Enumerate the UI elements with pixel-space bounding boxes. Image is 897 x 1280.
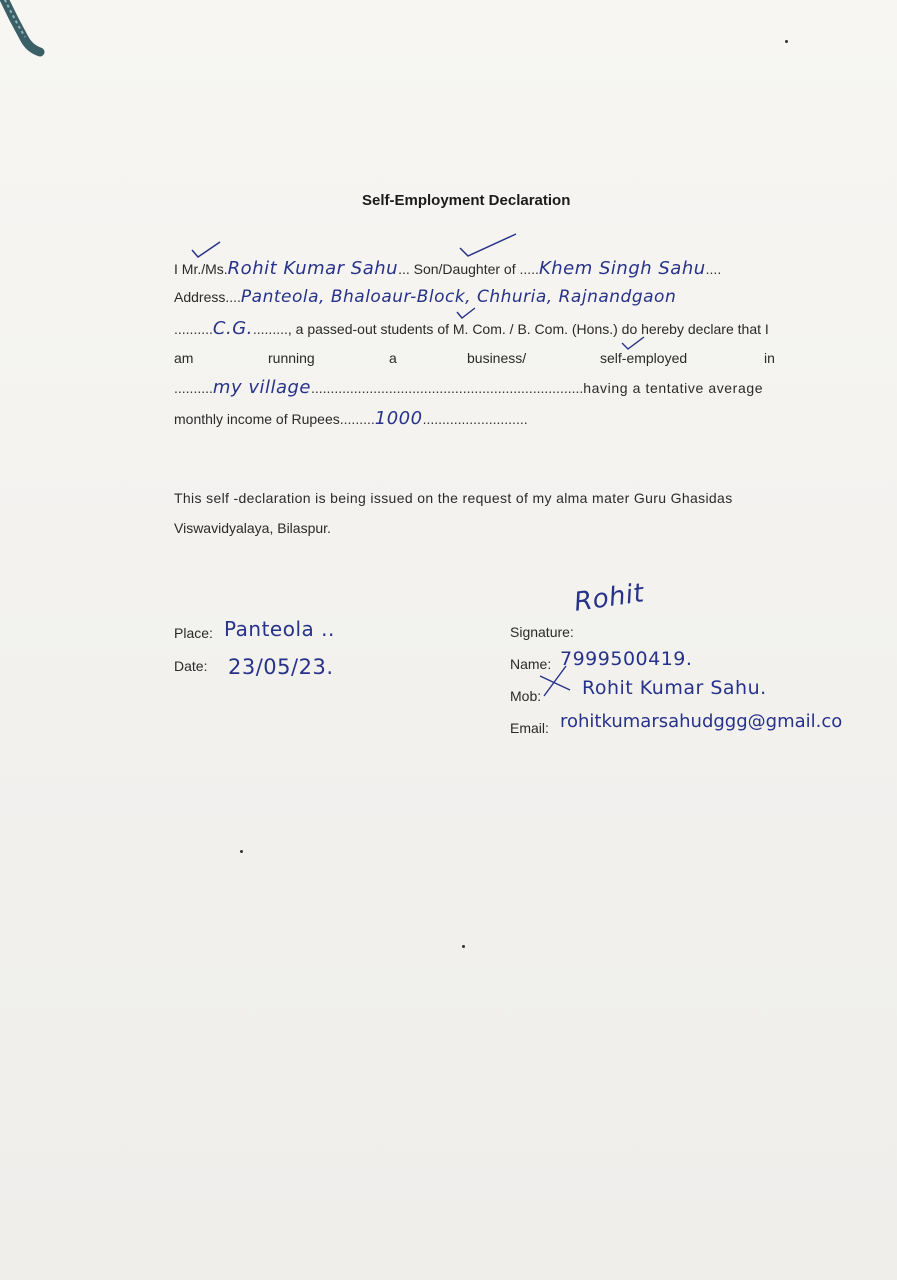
binding-thread-icon — [0, 0, 46, 60]
line-place-of-business: ..........my village......................................................................having a tentative average — [174, 377, 764, 398]
paper-speck — [785, 40, 788, 43]
handwritten-business-place: my village — [212, 377, 311, 398]
address-label: Address — [174, 289, 226, 305]
handwritten-state: C.G. — [212, 318, 253, 339]
name-label: Name: — [510, 656, 552, 672]
handwritten-place: Panteola .. — [224, 617, 335, 641]
line-running-word6: in — [764, 350, 775, 366]
date-label: Date: — [174, 658, 208, 674]
email-label: Email: — [510, 720, 549, 736]
degree-text: , a passed-out students of M. Com. / B. Com. (Hons.) do hereby declare that I — [287, 321, 769, 337]
mob-label: Mob: — [510, 688, 542, 704]
cross-mark-icon — [536, 660, 572, 700]
tick-mark-icon — [620, 335, 646, 351]
line-running-word3: a — [389, 350, 397, 366]
tick-mark-icon — [455, 306, 477, 320]
signature-label: Signature: — [510, 624, 574, 640]
paper-speck — [240, 850, 243, 853]
line-running-word4: business/ — [467, 350, 527, 366]
handwritten-father-name: Khem Singh Sahu — [538, 258, 706, 279]
handwritten-name-value: 7999500419. — [560, 648, 693, 670]
income-label: monthly income of Rupees — [174, 411, 340, 427]
place-label: Place: — [174, 625, 213, 641]
line-degree: ..........C.G.........., a passed-out students of M. Com. / B. Com. (Hons.) do hereby declare that I — [174, 318, 769, 339]
handwritten-date: 23/05/23. — [228, 655, 334, 679]
name-prefix: I Mr./Ms. — [174, 261, 228, 277]
handwritten-name: Rohit Kumar Sahu — [227, 258, 399, 279]
request-paragraph-line1: This self -declaration is being issued on the request of my alma mater Guru Ghasidas — [174, 490, 733, 506]
handwritten-address: Panteola, Bhaloaur-Block, Chhuria, Rajnandgaon — [240, 287, 677, 307]
line-address: Address....Panteola, Bhaloaur-Block, Chhuria, Rajnandgaon — [174, 287, 677, 307]
handwritten-income-amount: 1000 — [374, 408, 423, 429]
line-running-word5: self-employed — [600, 350, 688, 366]
relation-label: ... Son/Daughter of — [398, 261, 520, 277]
handwritten-email-value: rohitkumarsahudggg@gmail.co — [560, 711, 843, 732]
line-running-word2: running — [268, 350, 315, 366]
request-paragraph-line2: Viswavidyalaya, Bilaspur. — [174, 520, 331, 536]
tick-mark-icon — [458, 230, 518, 260]
line-name: I Mr./Ms.Rohit Kumar Sahu... Son/Daughter of .....Khem Singh Sahu.... — [174, 258, 722, 279]
paper-speck — [462, 945, 465, 948]
line-running-word1: am — [174, 350, 194, 366]
tick-mark-icon — [190, 240, 222, 260]
line-income: monthly income of Rupees.........1000........................... — [174, 408, 528, 429]
handwritten-mob-value: Rohit Kumar Sahu. — [582, 677, 767, 699]
handwritten-signature: Rohit — [572, 578, 647, 618]
page-title: Self-Employment Declaration — [362, 192, 571, 209]
income-intro-text: having a tentative average — [583, 380, 764, 396]
